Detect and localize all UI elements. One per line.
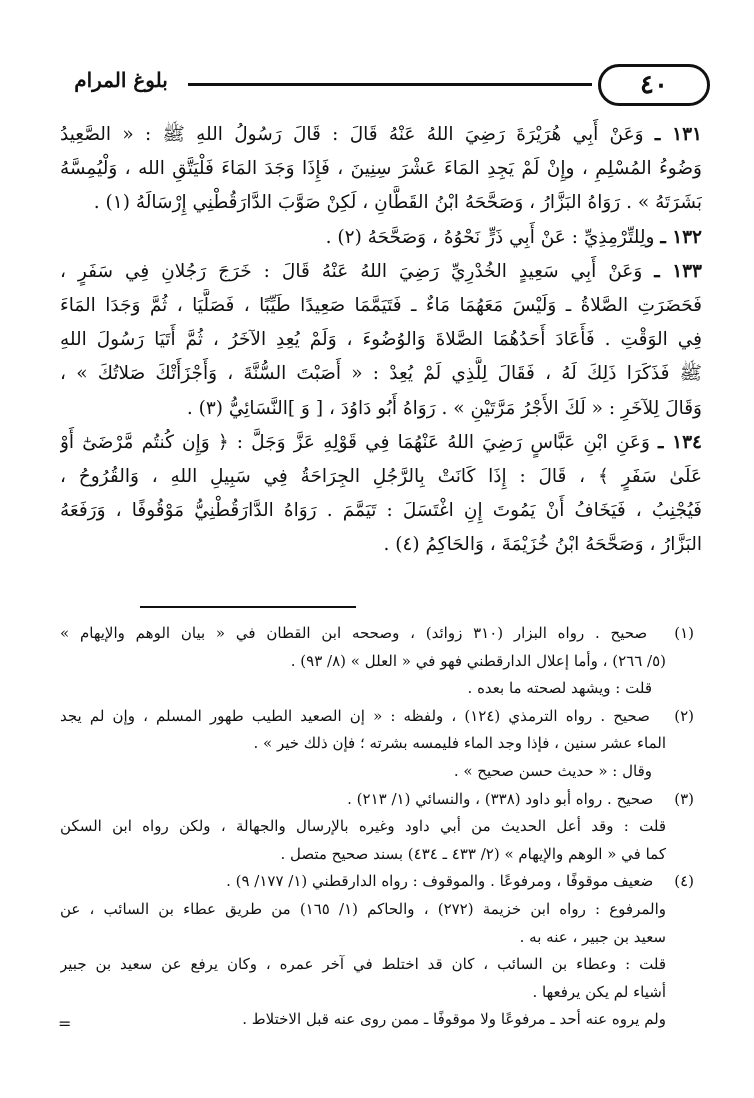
footnote-line bbox=[60, 841, 694, 869]
footnote-line bbox=[60, 896, 694, 924]
text-line bbox=[60, 357, 702, 391]
text-line-content: ولِلتِّرْمِذِيِّ : عَنْ أَبِي ذَرٍّ نَحْوُهُ ، وَصَحَّحَهُ (٢) . bbox=[325, 226, 655, 248]
footnote-line bbox=[60, 730, 694, 758]
footnote-line bbox=[60, 648, 694, 676]
text-line bbox=[60, 255, 702, 289]
footnote-text: أشياء لم يكن يرفعها . bbox=[532, 982, 666, 1001]
text-line bbox=[60, 392, 702, 426]
footnote-line bbox=[60, 620, 694, 648]
hadith-number: ١٣١ ـ bbox=[654, 124, 702, 145]
text-line bbox=[60, 460, 702, 494]
text-line bbox=[60, 118, 702, 152]
footnote-line bbox=[60, 979, 694, 1007]
footnote-line bbox=[60, 786, 694, 814]
footnotes bbox=[60, 620, 694, 1034]
page-number: ٤٠ bbox=[598, 64, 710, 106]
footnote-text: كما في « الوهم والإيهام » (٢/ ٤٣٣ ـ ٤٣٤) بسند صحيح متصل . bbox=[280, 844, 666, 863]
main-text bbox=[60, 118, 702, 562]
footnote-line bbox=[60, 703, 694, 731]
text-line bbox=[60, 528, 702, 562]
footnote-line bbox=[60, 868, 694, 896]
text-line-content: وَقَالَ لِلآخَرِ : « لَكَ الأَجْرُ مَرَّتَيْنِ » . رَوَاهُ أَبُو دَاوُدَ ، [ وَ ]النَّسَائِيُّ (٣) . bbox=[186, 397, 702, 419]
footnote-line bbox=[60, 1006, 694, 1034]
footnote-text: ضعيف موقوفًا ، ومرفوعًا . والموقوف : رواه الدارقطني (١/ ١٧٧/ ٩) . bbox=[226, 872, 654, 891]
text-line-content: فَحَضَرَتِ الصَّلاةُ ـ وَلَيْسَ مَعَهُمَا مَاءٌ ـ فَتَيَمَّمَا صَعِيدًا طَيِّبًا ، فَصَلَّيَا ، ثُمَّ وَجَدَا المَاءَ bbox=[60, 294, 702, 316]
text-line bbox=[60, 494, 702, 528]
book-title: بلوغ المرام bbox=[74, 68, 168, 92]
footnote-number: (٤) bbox=[674, 872, 694, 891]
hadith-number: ١٣٤ ـ bbox=[658, 431, 702, 453]
footnote-text: وقال : « حديث حسن صحيح » . bbox=[453, 761, 652, 780]
text-line-content: عَلَىٰ سَفَرٍ ﴾ ، قَالَ : إِذَا كَانَتْ بِالرَّجُلِ الجِرَاحَةُ فِي سَبِيلِ اللهِ ، وَالقُرُوحُ ، bbox=[60, 465, 702, 487]
text-line-content: ﷺ فَذَكَرَا ذَلِكَ لَهُ ، فَقَالَ لِلَّذِي لَمْ يُعِدْ : « أَصَبْتَ السُّنَّةَ ، وَأَجْزَأَتْكَ صَلاتُكَ » ، bbox=[60, 363, 702, 385]
footnote-line bbox=[60, 675, 694, 703]
footnote-text: سعيد بن جبير ، عنه به . bbox=[519, 927, 666, 946]
text-line bbox=[60, 152, 702, 186]
footnote-line bbox=[60, 813, 694, 841]
text-line-content: وَضُوءُ المُسْلِمِ ، وإِنْ لَمْ يَجِدِ المَاءَ عَشْرَ سِنِينَ ، فَإِذَا وَجَدَ المَاءَ فَلْيَتَّقِ الله ، وَلْيُمِسَّهُ bbox=[60, 158, 702, 180]
footnote-line bbox=[60, 924, 694, 952]
hadith-number: ١٣٣ ـ bbox=[654, 260, 702, 282]
hadith-number: ١٣٢ ـ bbox=[660, 226, 702, 248]
footnote-text: (٥/ ٢٦٦) ، وأما إعلال الدارقطني فهو في « العلل » (٨/ ٩٣) . bbox=[290, 651, 666, 670]
text-line-content: فَيُجْنِبُ ، فَيَخَافُ أَنْ يَمُوتَ إِنِ اغْتَسَلَ : تَيَمَّمَ . رَوَاهُ الدَّارَقُطْنِيُّ مَوْقُوفًا ، وَرَفَعَهُ bbox=[60, 500, 702, 522]
edge-mark: = bbox=[58, 1014, 72, 1033]
text-line bbox=[60, 426, 702, 460]
page-header bbox=[60, 64, 710, 108]
footnote-text: قلت : وقد أعل الحديث من أبي داود وغيره بالإرسال والجهالة ، ولكن رواه ابن السكن bbox=[60, 817, 666, 836]
text-line bbox=[60, 221, 702, 255]
footnote-line bbox=[60, 758, 694, 786]
footnote-number: (٣) bbox=[674, 789, 694, 808]
footnote-separator bbox=[140, 606, 356, 608]
footnote-text: ولم يروه عنه أحد ـ مرفوعًا ولا موقوفًا ـ ممن روى عنه قبل الاختلاط . bbox=[242, 1010, 666, 1029]
footnote-number: (١) bbox=[674, 624, 694, 642]
text-line-content: وَعَنِ ابْنِ عَبَّاسٍ رَضِيَ اللهُ عَنْهُمَا فِي قَوْلِهِ عَزَّ وَجَلَّ : ﴿ وَإِن كُنتُم مَّرْضَىٰٓ أَوْ bbox=[60, 431, 650, 453]
text-line-content: فِي الوَقْتِ . فَأَعَادَ أَحَدُهُمَا الصَّلاةَ وَالوُضُوءَ ، وَلَمْ يُعِدِ الآخَرُ ، ثُمَّ أَتَيَا رَسُولَ اللهِ bbox=[60, 329, 702, 351]
text-line bbox=[60, 186, 702, 220]
text-line-content: وَعَنْ أَبِي هُرَيْرَةَ رَضِيَ اللهُ عَنْهُ قَالَ : قَالَ رَسُولُ اللهِ ﷺ : « الصَّعِيدُ bbox=[60, 124, 644, 145]
footnote-text: الماء عشر سنين ، فإذا وجد الماء فليمسه بشرته ؛ فإن ذلك خير » . bbox=[253, 734, 666, 753]
text-line-content: البَزَّارُ ، وَصَحَّحَهُ ابْنُ خُزَيْمَةَ ، وَالحَاكِمُ (٤) . bbox=[383, 534, 702, 556]
footnote-number: (٢) bbox=[674, 706, 694, 725]
header-rule bbox=[188, 83, 592, 86]
text-line bbox=[60, 323, 702, 357]
footnote-text: قلت : وعطاء بن السائب ، كان قد اختلط في آخر عمره ، وكان يرفع عن سعيد بن جبير bbox=[60, 955, 666, 974]
footnote-text: صحيح . رواه الترمذي (١٢٤) ، ولفظه : « إن الصعيد الطيب طهور المسلم ، وإن لم يجد bbox=[60, 706, 650, 725]
footnote-text: صحيح . رواه أبو داود (٣٣٨) ، والنسائي (١/ ٢١٣) . bbox=[347, 789, 654, 808]
footnote-line bbox=[60, 951, 694, 979]
text-line-content: بَشَرَتَهُ » . رَوَاهُ البَزَّارُ ، وَصَحَّحَهُ ابْنُ القَطَّانِ ، لَكِنْ صَوَّبَ الدَّارَقُطْنِي إِرْسَالَهُ (١) . bbox=[93, 192, 702, 214]
footnote-text: صحيح . رواه البزار (٣١٠ زوائد) ، وصححه ابن القطان في « بيان الوهم والإيهام » bbox=[60, 624, 648, 642]
footnote-text: قلت : ويشهد لصحته ما بعده . bbox=[467, 679, 652, 698]
text-line bbox=[60, 289, 702, 323]
footnote-text: والمرفوع : رواه ابن خزيمة (٢٧٢) ، والحاكم (١/ ١٦٥) من طريق عطاء بن السائب ، عن bbox=[60, 899, 666, 918]
text-line-content: وَعَنْ أَبِي سَعِيدٍ الخُدْرِيِّ رَضِيَ اللهُ عَنْهُ قَالَ : خَرَجَ رَجُلانِ فِي سَفَرٍ ، bbox=[60, 260, 643, 282]
